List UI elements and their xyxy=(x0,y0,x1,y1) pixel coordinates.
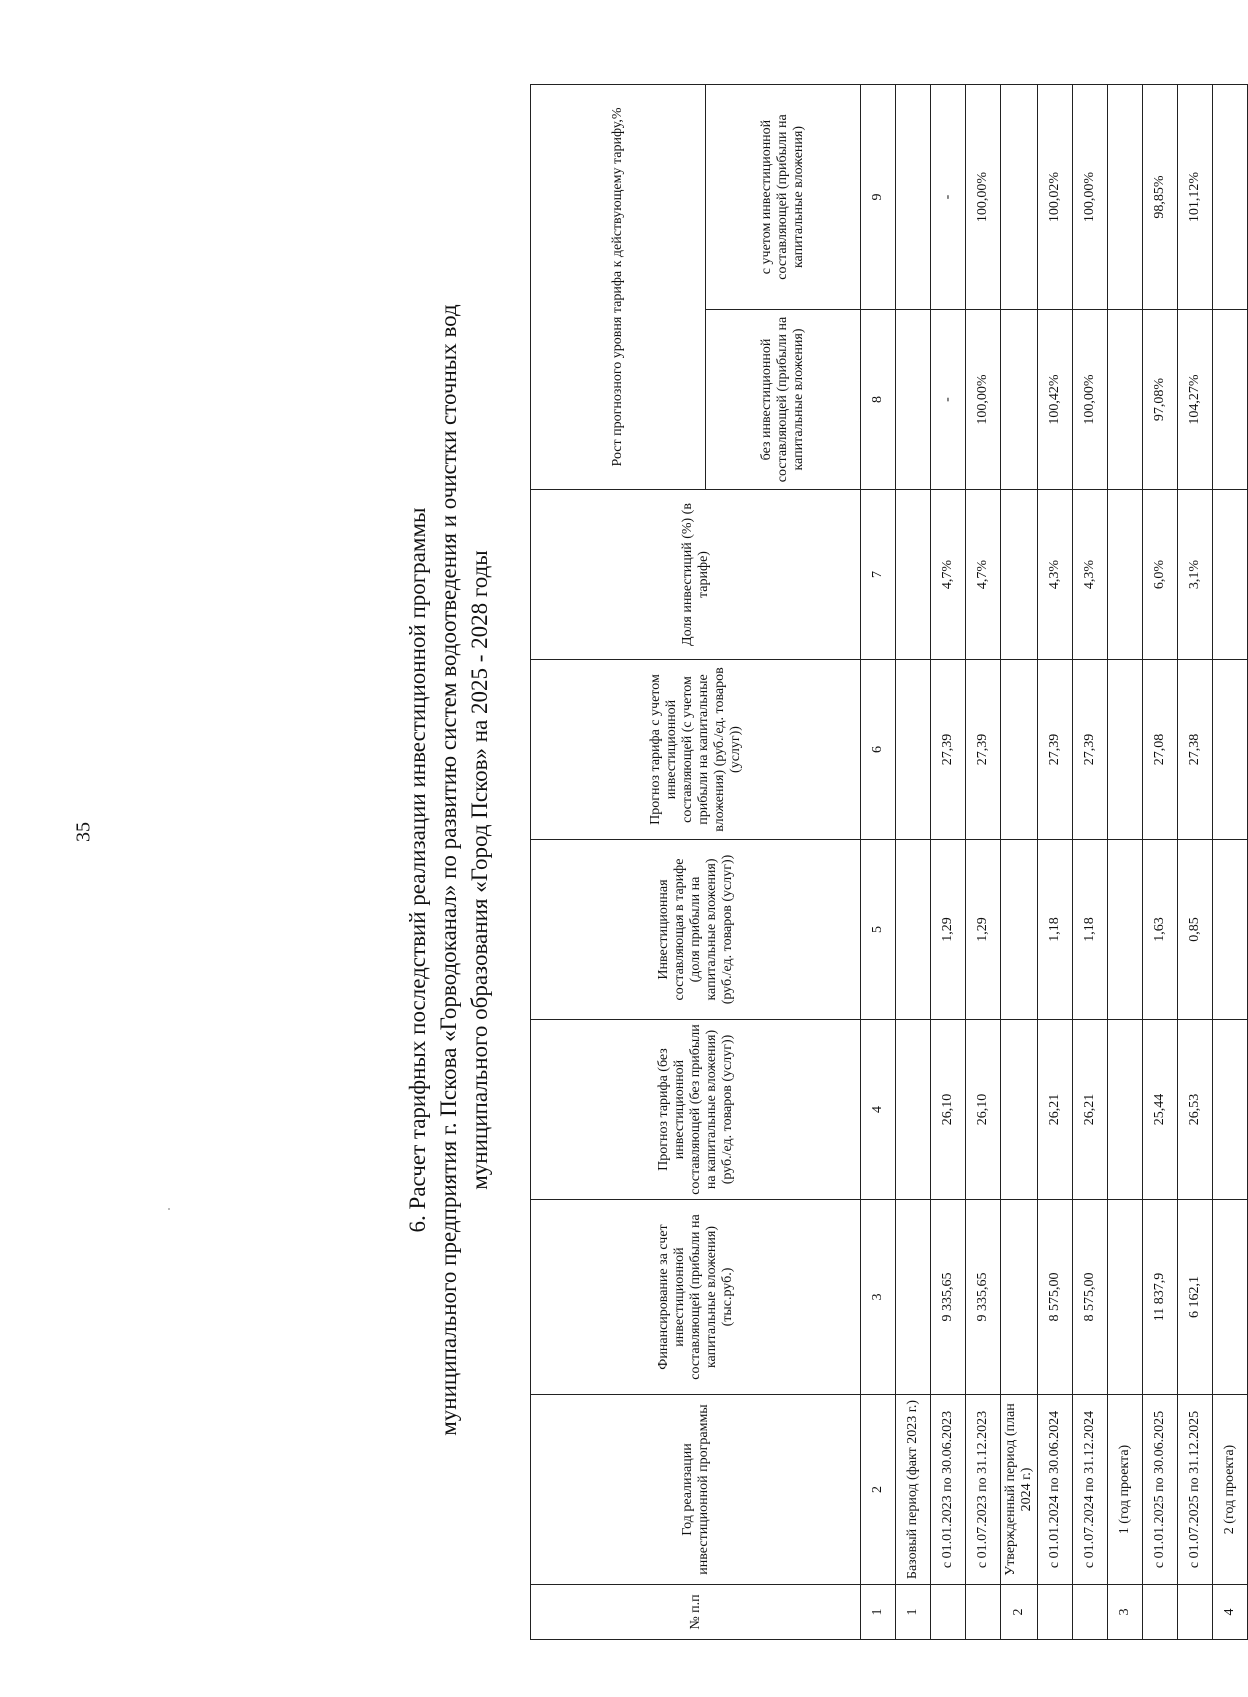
cell-financing xyxy=(1213,1200,1248,1395)
column-number: 8 xyxy=(861,310,896,490)
cell-financing: 6 162,1 xyxy=(1178,1200,1213,1395)
cell-tariff-with: 27,38 xyxy=(1178,660,1213,840)
cell-invest-component xyxy=(1001,840,1038,1020)
column-number: 7 xyxy=(861,490,896,660)
cell-period: с 01.07.2025 по 31.12.2025 xyxy=(1178,1395,1213,1585)
cell-tariff-with: 27,39 xyxy=(1038,660,1073,840)
cell-growth-without: 100,00% xyxy=(1073,310,1108,490)
cell-tariff-with: 27,39 xyxy=(1073,660,1108,840)
cell-tariff-without: 26,21 xyxy=(1038,1020,1073,1200)
cell-growth-without xyxy=(1001,310,1038,490)
table-row xyxy=(966,85,1001,1640)
column-number: 2 xyxy=(861,1395,896,1585)
cell-financing: 11 837,9 xyxy=(1143,1200,1178,1395)
cell-no xyxy=(966,1585,1001,1640)
cell-growth-without: 104,27% xyxy=(1178,310,1213,490)
cell-tariff-with xyxy=(1108,660,1143,840)
header-growth-without: без инвестиционной составляющей (прибыли на капитальные вложения) xyxy=(706,310,861,490)
column-number: 6 xyxy=(861,660,896,840)
column-number: 3 xyxy=(861,1200,896,1395)
table-row xyxy=(1073,85,1108,1640)
cell-growth-with: 100,00% xyxy=(966,85,1001,310)
cell-growth-without: 97,08% xyxy=(1143,310,1178,490)
cell-growth-with: 100,02% xyxy=(1038,85,1073,310)
title-line-3: муниципального образования «Город Псков» на 2025 - 2028 годы xyxy=(467,550,492,1190)
column-number: 5 xyxy=(861,840,896,1020)
header-growth-group: Рост прогнозного уровня тарифа к действующему тарифу,% xyxy=(531,85,706,490)
cell-tariff-without: 26,21 xyxy=(1073,1020,1108,1200)
table-row xyxy=(1178,85,1213,1640)
cell-financing: 9 335,65 xyxy=(966,1200,1001,1395)
header-no: № п.п xyxy=(531,1585,861,1640)
header-tariff-without: Прогноз тарифа (без инвестиционной составляющей (без прибыли на капитальные вложения) (руб./ед. товаров (услуг)) xyxy=(531,1020,861,1200)
cell-growth-without: 100,42% xyxy=(1038,310,1073,490)
table-row xyxy=(931,85,966,1640)
rotated-page-content xyxy=(0,50,1237,1690)
cell-tariff-without xyxy=(1001,1020,1038,1200)
cell-financing xyxy=(1108,1200,1143,1395)
cell-financing xyxy=(1001,1200,1038,1395)
cell-invest-component: 1,63 xyxy=(1143,840,1178,1020)
cell-growth-with: 98,85% xyxy=(1143,85,1178,310)
cell-period: Базовый период (факт 2023 г.) xyxy=(896,1395,931,1585)
cell-financing: 8 575,00 xyxy=(1038,1200,1073,1395)
cell-tariff-without: 26,10 xyxy=(966,1020,1001,1200)
cell-growth-with xyxy=(896,85,931,310)
cell-no xyxy=(1143,1585,1178,1640)
column-number: 1 xyxy=(861,1585,896,1640)
header-tariff-with: Прогноз тарифа с учетом инвестиционной составляющей (с учетом прибыли на капитальные вложения) (руб./ед. товаров (услуг)) xyxy=(531,660,861,840)
cell-period: 2 (год проекта) xyxy=(1213,1395,1248,1585)
cell-period: с 01.07.2024 по 31.12.2024 xyxy=(1073,1395,1108,1585)
cell-tariff-without xyxy=(1108,1020,1143,1200)
header-invest-share: Доля инвестиций (%) (в тарифе) xyxy=(531,490,861,660)
tariff-consequences-table xyxy=(530,84,1248,1640)
cell-growth-with xyxy=(1108,85,1143,310)
cell-tariff-with xyxy=(1213,660,1248,840)
cell-invest-share: 4,3% xyxy=(1073,490,1108,660)
cell-invest-share: 4,3% xyxy=(1038,490,1073,660)
cell-invest-share xyxy=(1213,490,1248,660)
cell-no xyxy=(1073,1585,1108,1640)
cell-tariff-with: 27,08 xyxy=(1143,660,1178,840)
cell-no: 1 xyxy=(896,1585,931,1640)
cell-no: 2 xyxy=(1001,1585,1038,1640)
cell-tariff-without: 26,10 xyxy=(931,1020,966,1200)
cell-growth-without: - xyxy=(931,310,966,490)
cell-invest-share: 3,1% xyxy=(1178,490,1213,660)
cell-growth-with xyxy=(1213,85,1248,310)
cell-period: Утвержденный период (план 2024 г.) xyxy=(1001,1395,1038,1585)
column-numbers-row xyxy=(861,85,896,1640)
cell-tariff-without xyxy=(1213,1020,1248,1200)
cell-growth-without xyxy=(1108,310,1143,490)
cell-invest-share xyxy=(1001,490,1038,660)
header-year: Год реализации инвестиционной программы xyxy=(531,1395,861,1585)
table-row xyxy=(1143,85,1178,1640)
cell-invest-share: 4,7% xyxy=(931,490,966,660)
header-invest-component: Инвестиционная составляющая в тарифе (доля прибыли на капитальные вложения) (руб./ед. товаров (услуг)) xyxy=(531,840,861,1020)
header-growth-with: с учетом инвестиционной составляющей (прибыли на капитальные вложения) xyxy=(706,85,861,310)
cell-financing xyxy=(896,1200,931,1395)
cell-invest-component xyxy=(896,840,931,1020)
cell-growth-without: 100,00% xyxy=(966,310,1001,490)
cell-period: 1 (год проекта) xyxy=(1108,1395,1143,1585)
cell-no xyxy=(931,1585,966,1640)
cell-invest-share: 4,7% xyxy=(966,490,1001,660)
cell-period: с 01.01.2023 по 30.06.2023 xyxy=(931,1395,966,1585)
cell-tariff-with xyxy=(896,660,931,840)
table-row xyxy=(1213,85,1248,1640)
cell-period: с 01.01.2024 по 30.06.2024 xyxy=(1038,1395,1073,1585)
cell-tariff-with: 27,39 xyxy=(966,660,1001,840)
cell-tariff-without xyxy=(896,1020,931,1200)
cell-invest-component: 0,85 xyxy=(1178,840,1213,1020)
cell-invest-share xyxy=(1108,490,1143,660)
cell-growth-without xyxy=(896,310,931,490)
document-title xyxy=(402,235,495,1505)
column-number: 9 xyxy=(861,85,896,310)
cell-no xyxy=(1038,1585,1073,1640)
cell-invest-component: 1,18 xyxy=(1073,840,1108,1020)
cell-invest-component xyxy=(1213,840,1248,1020)
cell-period: с 01.01.2025 по 30.06.2025 xyxy=(1143,1395,1178,1585)
cell-financing: 9 335,65 xyxy=(931,1200,966,1395)
title-line-2: муниципального предприятия г. Пскова «Горводоканал» по развитию систем водоотведения и очистки сточных вод xyxy=(436,304,461,1436)
cell-financing: 8 575,00 xyxy=(1073,1200,1108,1395)
cell-invest-component: 1,18 xyxy=(1038,840,1073,1020)
table-row xyxy=(896,85,931,1640)
cell-tariff-with: 27,39 xyxy=(931,660,966,840)
cell-tariff-without: 25,44 xyxy=(1143,1020,1178,1200)
cell-invest-component: 1,29 xyxy=(966,840,1001,1020)
table-row xyxy=(1038,85,1073,1640)
cell-tariff-with xyxy=(1001,660,1038,840)
cell-growth-with: 101,12% xyxy=(1178,85,1213,310)
cell-no: 3 xyxy=(1108,1585,1143,1640)
cell-growth-with xyxy=(1001,85,1038,310)
table-row xyxy=(1001,85,1038,1640)
cell-growth-with: 100,00% xyxy=(1073,85,1108,310)
cell-no xyxy=(1178,1585,1213,1640)
header-financing: Финансирование за счет инвестиционной составляющей (прибыли на капитальные вложения) (тыс.руб.) xyxy=(531,1200,861,1395)
table-row xyxy=(1108,85,1143,1640)
cell-growth-without xyxy=(1213,310,1248,490)
cell-period: с 01.07.2023 по 31.12.2023 xyxy=(966,1395,1001,1585)
cell-invest-share: 6,0% xyxy=(1143,490,1178,660)
page-number: 35 xyxy=(72,822,95,842)
cell-invest-component xyxy=(1108,840,1143,1020)
title-line-1: 6. Расчет тарифных последствий реализации инвестиционной программы xyxy=(405,507,430,1233)
cell-invest-share xyxy=(896,490,931,660)
column-number: 4 xyxy=(861,1020,896,1200)
cell-invest-component: 1,29 xyxy=(931,840,966,1020)
cell-tariff-without: 26,53 xyxy=(1178,1020,1213,1200)
cell-no: 4 xyxy=(1213,1585,1248,1640)
cell-growth-with: - xyxy=(931,85,966,310)
